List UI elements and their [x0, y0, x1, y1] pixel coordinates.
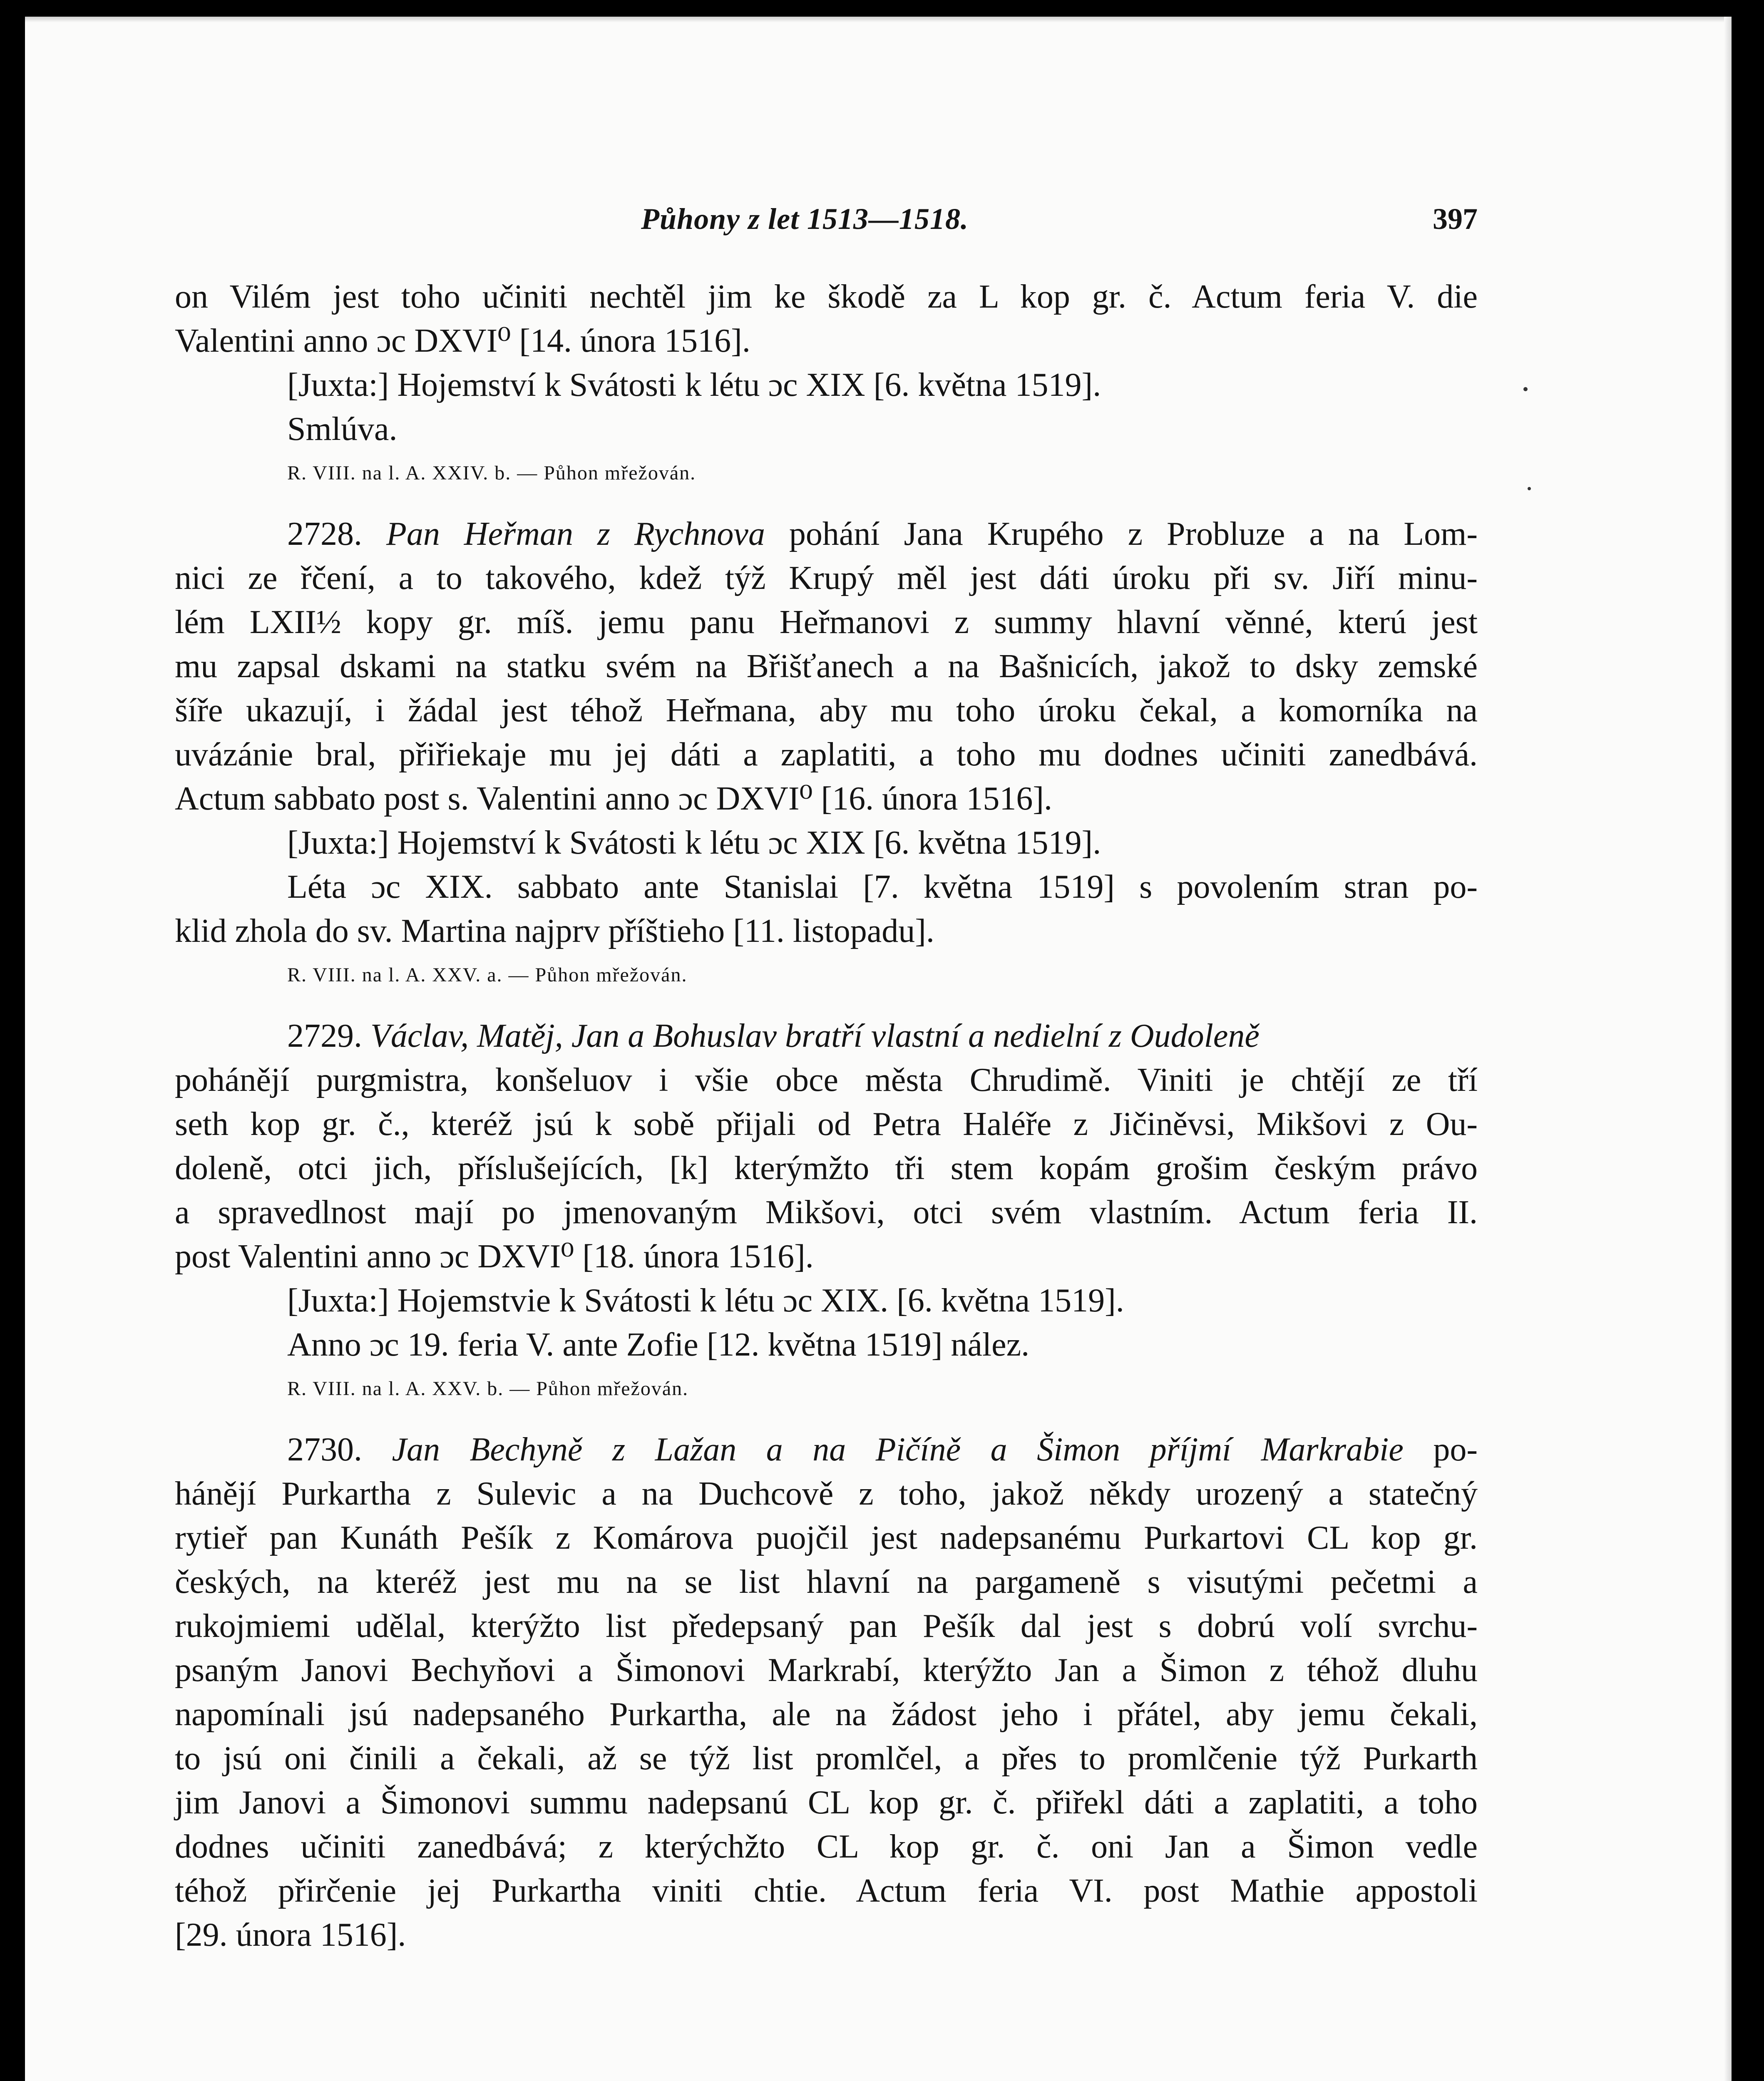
scan-edge-top [25, 17, 1732, 22]
source-reference: R. VIII. na l. A. XXV. a. — Půhon mřežován. [287, 964, 688, 986]
text-line: dodnes učiniti zanedbává; z kterýchžto CL kop gr. č. oni Jan a Šimon vedle [175, 1828, 1478, 1865]
party-name: Jan Bechyně z Lažan a na Pičíně a Šimon příjmí Markrabie [392, 1431, 1404, 1468]
entry-first-line [175, 1428, 1478, 1472]
text-line: hánějí Purkartha z Sulevic a na Duchcově z toho, jakož někdy urozený a statečný [175, 1475, 1478, 1512]
running-header [150, 189, 1478, 239]
entry-number: 2730. [287, 1431, 362, 1468]
text-line: rytieř pan Kunáth Pešík z Komárova puojčil jest nadepsanému Purkartovi CL kop gr. [175, 1520, 1478, 1556]
scan-speck [1528, 487, 1531, 490]
text-fragment: pohání Jana Krupého z Probluze a na Lom- [789, 516, 1478, 552]
text-line: seth kop gr. č., kteréž jsú k sobě přijali od Petra Haléře z Jičiněvsi, Mikšovi z Ou- [175, 1106, 1478, 1142]
entry-gap [175, 997, 1478, 1014]
juxta-note: [Juxta:] Hojemstvie k Svátosti k létu ɔc XIX. [6. května 1519]. [287, 1282, 1124, 1319]
juxta-note: [Juxta:] Hojemství k Svátosti k létu ɔc XIX [6. května 1519]. [287, 824, 1101, 861]
text-line: uvázánie bral, přiřiekaje mu jej dáti a zaplatiti, a toho mu dodnes učiniti zanedbává. [175, 736, 1478, 773]
entry-number: 2728. [287, 516, 362, 552]
text-line: to jsú oni činili a čekali, až se týž list promlčel, a přes to promlčenie týž Purkarth [175, 1740, 1478, 1777]
text-line: mu zapsal dskami na statku svém na Břišťanech a na Bašnicích, jakož to dsky zemské [175, 648, 1478, 685]
entry-gap [175, 1411, 1478, 1428]
party-name: Pan Heřman z Rychnova [386, 516, 765, 552]
text-line: pohánějí purgmistra, konšeluov i všie obce města Chrudimě. Viniti je chtějí ze tří [175, 1062, 1478, 1098]
text-line: [29. února 1516]. [175, 1917, 406, 1953]
text-line: českých, na kteréž jest mu na se list hlavní na pargameně s visutými pečetmi a [175, 1564, 1478, 1600]
text-line: a spravedlnost mají po jmenovaným Mikšovi, otci svém vlastním. Actum feria II. [175, 1194, 1478, 1231]
running-title: Půhony z let 1513—1518. [641, 202, 969, 236]
entry-number: 2729. [287, 1018, 362, 1054]
text-line: rukojmiemi udělal, kterýžto list předepsaný pan Pešík dal jest s dobrú volí svrchu- [175, 1608, 1478, 1644]
text-line: Actum sabbato post s. Valentini anno ɔc DXVI⁰ [16. února 1516]. [175, 780, 1052, 817]
text-line: jim Janovi a Šimonovi summu nadepsanú CL kop gr. č. přiřekl dáti a zaplatiti, a toho [175, 1784, 1478, 1821]
entry-first-line [175, 512, 1478, 556]
text-fragment: po- [1433, 1431, 1478, 1468]
text-line: šíře ukazují, i žádal jest téhož Heřmana, aby mu toho úroku čekal, a komorníka na [175, 692, 1478, 729]
scan-edge-right [1724, 17, 1732, 2081]
note-line: Smlúva. [287, 411, 398, 447]
text-line: doleně, otci jich, příslušejících, [k] kterýmžto tři stem kopám grošim českým právo [175, 1150, 1478, 1187]
note-line: Léta ɔc XIX. sabbato ante Stanislai [7. května 1519] s povolením stran po- [287, 869, 1478, 905]
note-line: klid zhola do sv. Martina najprv příštieho [11. listopadu]. [175, 913, 934, 949]
entry-first-line [175, 1014, 1478, 1058]
text-line: napomínali jsú nadepsaného Purkartha, ale na žádost jeho i přátel, aby jemu čekali, [175, 1696, 1478, 1733]
note-line: Anno ɔc 19. feria V. ante Zofie [12. května 1519] nález. [287, 1326, 1030, 1363]
text-line: lém LXII½ kopy gr. míš. jemu panu Heřmanovi z summy hlavní věnné, kterú jest [175, 604, 1478, 641]
source-reference: R. VIII. na l. A. XXV. b. — Půhon mřežován. [287, 1378, 689, 1400]
page [25, 17, 1732, 2081]
juxta-note: [Juxta:] Hojemství k Svátosti k létu ɔc XIX [6. května 1519]. [287, 367, 1101, 403]
text-line: téhož přirčenie jej Purkartha viniti chtie. Actum feria VI. post Mathie appostoli [175, 1872, 1478, 1909]
text-line: psaným Janovi Bechyňovi a Šimonovi Markrabí, kterýžto Jan a Šimon z téhož dluhu [175, 1652, 1478, 1689]
source-reference: R. VIII. na l. A. XXIV. b. — Půhon mřežován. [287, 462, 696, 484]
entry-gap [175, 495, 1478, 512]
body-text [175, 275, 1478, 1957]
scan-speck [1523, 387, 1528, 391]
text-line: post Valentini anno ɔc DXVI⁰ [18. února 1516]. [175, 1238, 814, 1275]
text-line: nici ze řčení, a to takového, kdež týž Krupý měl jest dáti úroku při sv. Jiří minu- [175, 560, 1478, 596]
text-line: Valentini anno ɔc DXVI⁰ [14. února 1516]. [175, 323, 750, 359]
page-number: 397 [1433, 202, 1478, 236]
text-line: on Vilém jest toho učiniti nechtěl jim ke škodě za L kop gr. č. Actum feria V. die [175, 278, 1478, 315]
party-name: Václav, Matěj, Jan a Bohuslav bratří vlastní a nedielní z Oudoleně [370, 1018, 1260, 1054]
